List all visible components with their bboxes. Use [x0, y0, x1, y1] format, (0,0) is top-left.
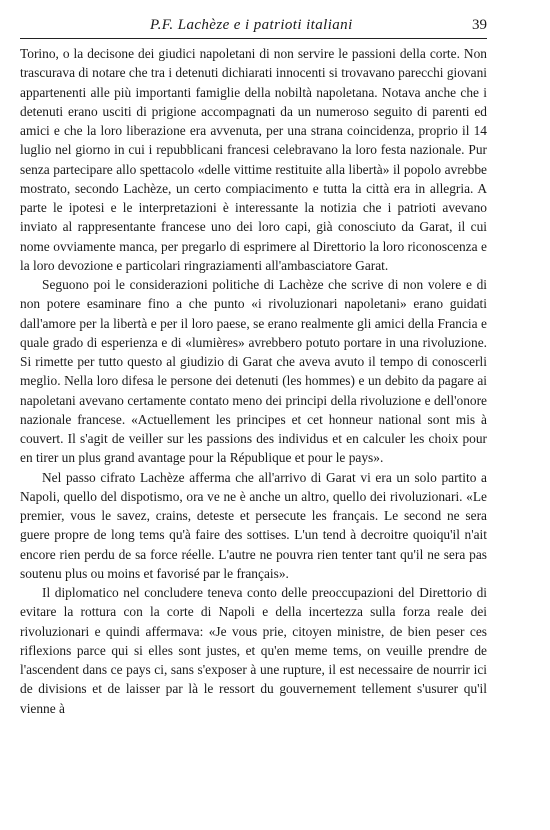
- running-title: P.F. Lachèze e i patrioti italiani: [150, 17, 353, 33]
- paragraph-political-considerations: Seguono poi le considerazioni politiche di Lachèze che scrive di non volere e di non potere esaminare fino a che punto «i rivoluzionari napoletani» erano guidati dall'amore per la libertà e per il loro paese, se erano realmente gli amici della Francia e quale grado di esperienza e di «lumières» avrebbero potuto portare in una rivoluzione. Si rimette per tutto questo al giudizio di Garat che aveva avuto il tempo di conoscerli meglio. Nella loro difesa le persone dei detenuti (les hommes) e un debito da pagare ai napoletani avevano certamente contato meno dei principi della rivoluzione e dell'onore nazionale francese. «Actuellement les principes et cet honneur national sont mis à couvert. Il s'agit de veiller sur les passions des individus et en calculer les choix pour en tirer un plus grand avantage pour la République et pour le pays».: [20, 277, 487, 466]
- running-header: [20, 14, 487, 39]
- paragraph-coded-passage: Nel passo cifrato Lachèze afferma che all'arrivo di Garat vi era un solo partito a Napoli, quello del dispotismo, ora ve ne è anche un altro, quello dei rivoluzionari. «Le premier, vous le savez, crains, deteste et persecute les français. Le second ne sera guere propre de long tems qu'à faire des sottises. L'un tend à decroitre quoiqu'il n'ait encore rien perdu de sa force réelle. L'autre ne pouvra rien tenter tant qu'il ne sera pas soutenu plus ou moins et favorisé par le français».: [20, 469, 487, 581]
- paragraph-continuation: Torino, o la decisone dei giudici napoletani di non servire le passioni della corte. Non trascurava di notare che tra i detenuti dichiarati innocenti si trovavano parecchi giovani appartenenti alle più importanti famiglie della nobiltà napoletana. Notava anche che i detenuti erano usciti di prigione accompagnati da un numeroso seguito di parenti ed amici e che la loro liberazione era avvenuta, per una strana coincidenza, proprio il 14 luglio nel giorno in cui i repubblicani francesi celebravano la loro festa nazionale. Pur senza partecipare allo spettacolo «delle vittime restituite alla libertà» il popolo avrebbe mostrato, secondo Lachèze, un certo compiacimento e tutta la città era in allegria. A parte le ipotesi e le interpretazioni è interessante la notizia che i patrioti avevano inviato al rappresentante francese uno dei loro capi, già conosciuto da Garat, il cui nome ovviamente manca, per pregarlo di esprimere al Direttorio la loro riconoscenza e la loro devozione e particolari ringraziamenti all'ambasciatore Garat.: [20, 46, 487, 273]
- body-text: [20, 44, 487, 718]
- paragraph-conclusion: Il diplomatico nel concludere teneva conto delle preoccupazioni del Direttorio di evitare la rottura con la corte di Napoli e della incertezza sulla forza reale dei rivoluzionari e quindi affermava: «Je vous prie, citoyen ministre, de bien peser ces riflexions parce qui si elles sont justes, et qu'en meme tems, on veuille prendre de l'ascendent dans ce pays ci, sans s'exposer à une rupture, il est necessaire de nourrir ici de divisions et de laisser par là le ressort du gouvernement tellement s'usurer qu'il vienne à: [20, 585, 487, 716]
- page-number: 39: [472, 17, 487, 33]
